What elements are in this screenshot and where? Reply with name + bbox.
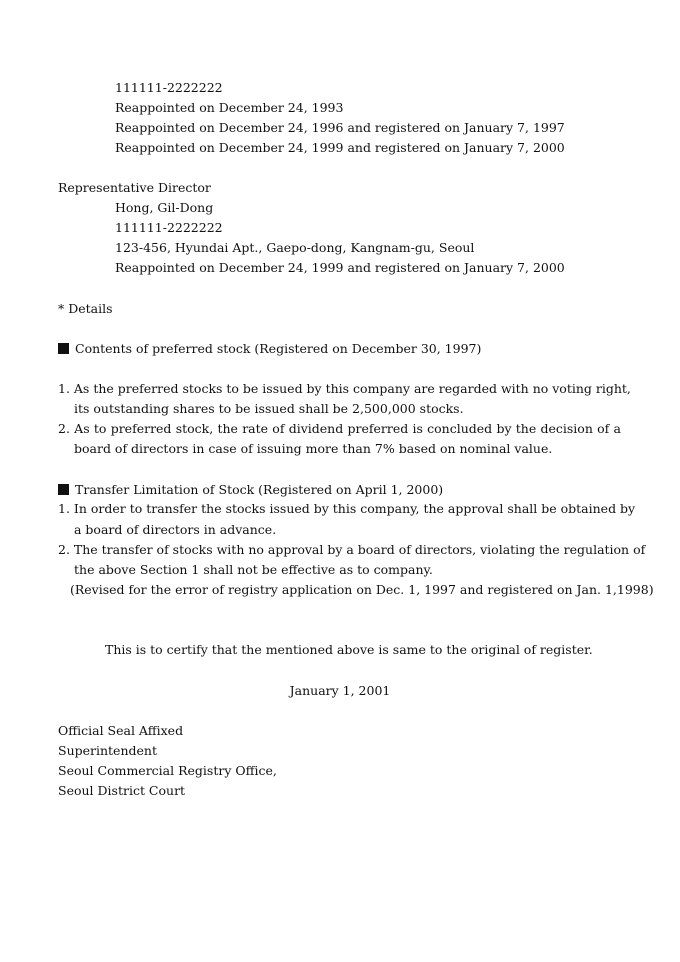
preferred-stock-heading xyxy=(58,339,481,359)
transfer-limitation-heading-text: Transfer Limitation of Stock (Registered on April 1, 2000) xyxy=(75,482,444,497)
director-history-line: Reappointed on December 24, 1993 xyxy=(115,100,344,115)
representative-director-history: Reappointed on December 24, 1999 and registered on January 7, 2000 xyxy=(115,260,565,275)
transfer-limitation-item-1-line-1: 1. In order to transfer the stocks issued by this company, the approval shall be obtained by xyxy=(58,501,636,516)
representative-director-address: 123-456, Hyundai Apt., Gaepo-dong, Kangnam-gu, Seoul xyxy=(115,240,475,255)
preferred-stock-heading-text: Contents of preferred stock (Registered on December 30, 1997) xyxy=(75,341,482,356)
preferred-stock-item-2-line-1: 2. As to preferred stock, the rate of dividend preferred is concluded by the decision of a xyxy=(58,421,621,436)
transfer-limitation-heading xyxy=(58,480,443,500)
details-label: * Details xyxy=(58,301,113,316)
preferred-stock-item-2-line-2: board of directors in case of issuing more than 7% based on nominal value. xyxy=(74,441,553,456)
representative-director-id-number: 111111-2222222 xyxy=(115,220,223,235)
revision-note: (Revised for the error of registry application on Dec. 1, 1997 and registered on Jan. 1,1998) xyxy=(70,582,654,597)
director-history-line: Reappointed on December 24, 1999 and registered on January 7, 2000 xyxy=(115,140,565,155)
preferred-stock-item-1-line-1: 1. As the preferred stocks to be issued by this company are regarded with no voting right, xyxy=(58,381,631,396)
preferred-stock-item-1-line-2: its outstanding shares to be issued shall be 2,500,000 stocks. xyxy=(74,401,464,416)
square-bullet-icon xyxy=(58,484,69,495)
registry-office: Seoul Commercial Registry Office, xyxy=(58,763,277,778)
director-history-line: Reappointed on December 24, 1996 and registered on January 7, 1997 xyxy=(115,120,565,135)
district-court: Seoul District Court xyxy=(58,783,186,798)
representative-director-name: Hong, Gil-Dong xyxy=(115,200,214,215)
representative-director-heading: Representative Director xyxy=(58,180,211,195)
certification-date: January 1, 2001 xyxy=(289,683,391,698)
transfer-limitation-item-2-line-1: 2. The transfer of stocks with no approval by a board of directors, violating the regulation of xyxy=(58,542,646,557)
transfer-limitation-item-2-line-2: the above Section 1 shall not be effective as to company. xyxy=(74,562,433,577)
superintendent-title: Superintendent xyxy=(58,743,157,758)
transfer-limitation-item-1-line-2: a board of directors in advance. xyxy=(74,522,277,537)
director-id-number: 111111-2222222 xyxy=(115,80,223,95)
certification-statement: This is to certify that the mentioned above is same to the original of register. xyxy=(105,642,593,657)
official-seal-line: Official Seal Affixed xyxy=(58,723,184,738)
square-bullet-icon xyxy=(58,343,69,354)
